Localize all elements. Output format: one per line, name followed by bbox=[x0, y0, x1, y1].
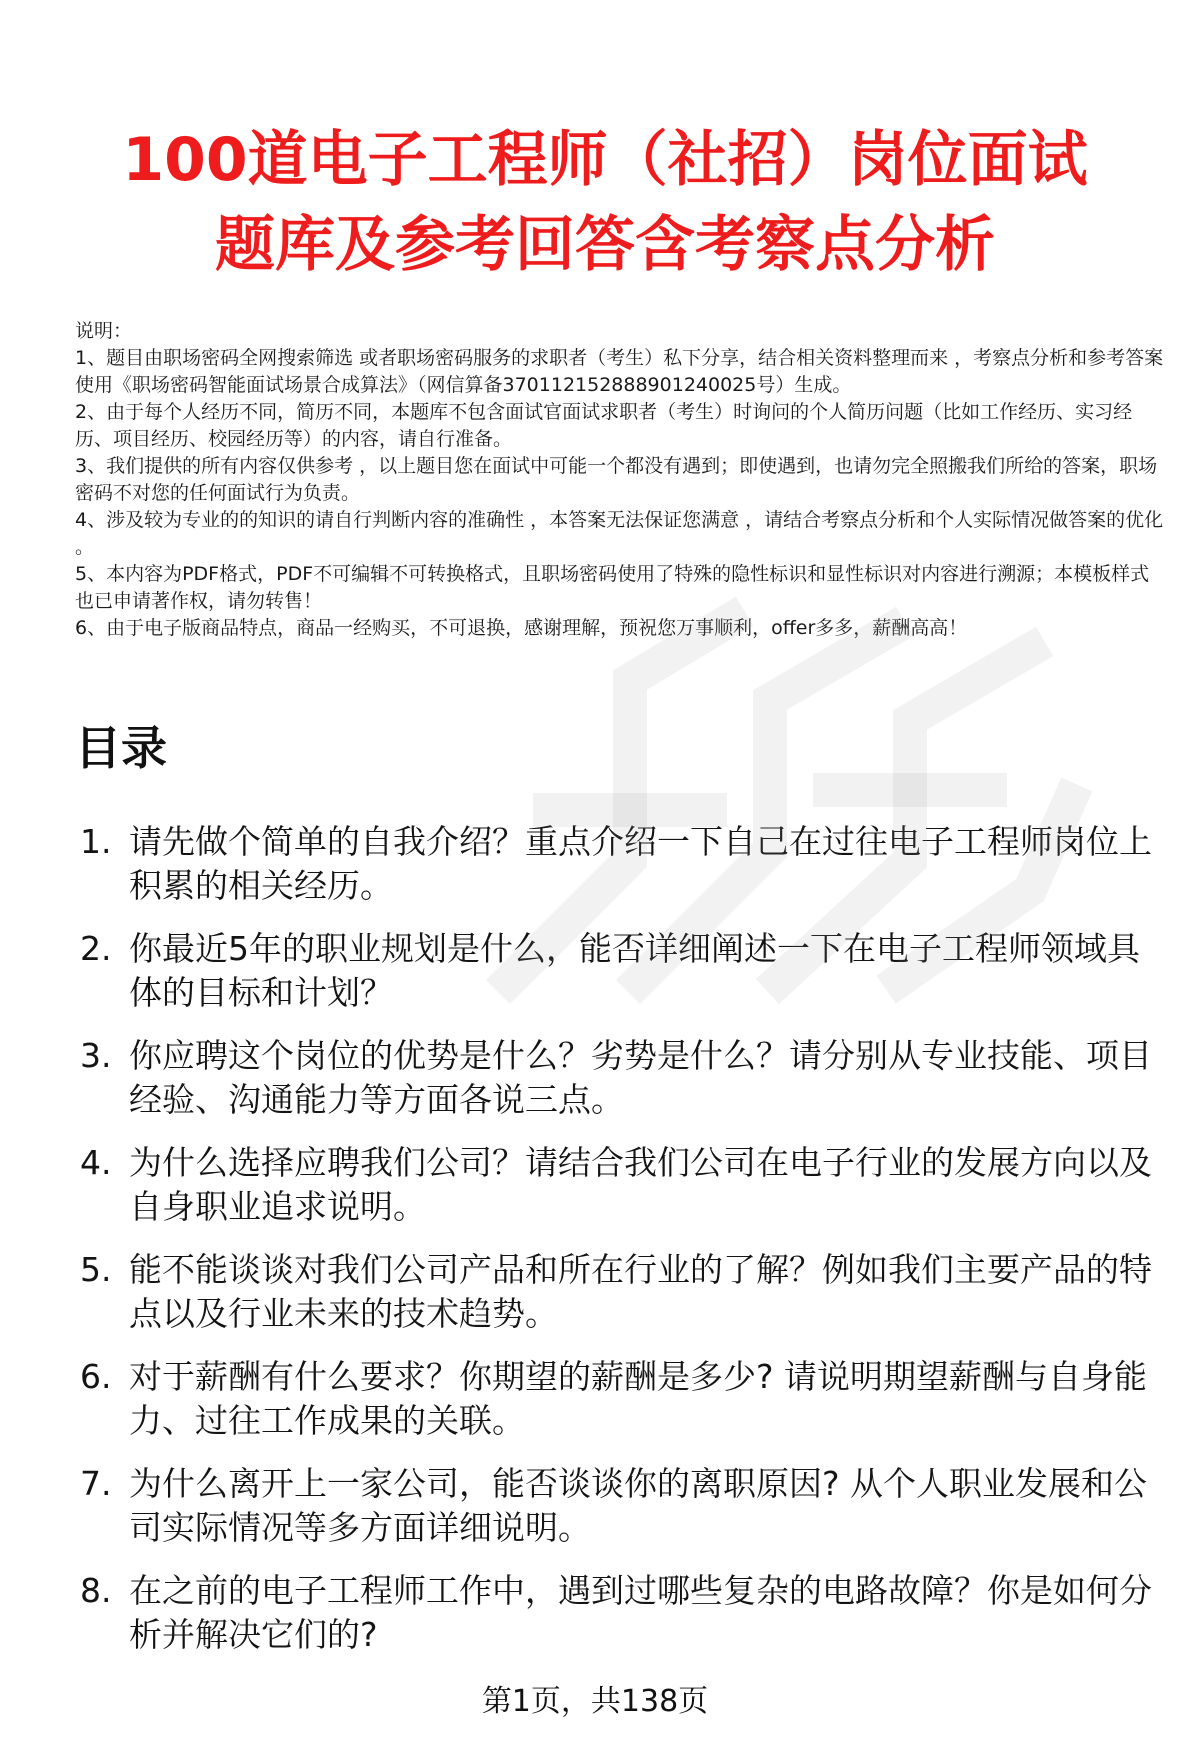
toc-item-text: 请先做个简单的自我介绍？重点介绍一下自己在过往电子工程师岗位上积累的相关经历。 bbox=[129, 822, 1152, 905]
note-item: 2、由于每个人经历不同，简历不同，本题库不包含面试官面试求职者（考生）时询问的个人简历问题（比如工作经历、实习经历、项目经历、校园经历等）的内容，请自行准备。 bbox=[75, 401, 1133, 450]
note-item: 6、由于电子版商品特点，商品一经购买，不可退换，感谢理解，预祝您万事顺利，offer多多，薪酬高高！ bbox=[75, 617, 968, 639]
toc-heading: 目录 bbox=[75, 721, 167, 775]
toc-item[interactable] bbox=[75, 1034, 1165, 1122]
toc-item[interactable] bbox=[75, 927, 1165, 1015]
title-line-2: 题库及参考回答含考察点分析 bbox=[215, 210, 995, 280]
toc-item[interactable] bbox=[75, 1462, 1165, 1550]
toc-item-number: 7. bbox=[80, 1464, 112, 1503]
document-title bbox=[60, 118, 1150, 288]
toc-list bbox=[75, 820, 1165, 1676]
title-line-1: 100道电子工程师（社招）岗位面试 bbox=[122, 125, 1088, 195]
toc-item-text: 为什么离开上一家公司，能否谈谈你的离职原因? 从个人职业发展和公司实际情况等多方面详细说明。 bbox=[129, 1464, 1148, 1547]
toc-item[interactable] bbox=[75, 1355, 1165, 1443]
toc-item-text: 能不能谈谈对我们公司产品和所在行业的了解？例如我们主要产品的特点以及行业未来的技术趋势。 bbox=[129, 1250, 1152, 1333]
toc-item-number: 1. bbox=[80, 822, 112, 861]
toc-item-text: 你最近5年的职业规划是什么，能否详细阐述一下在电子工程师领域具体的目标和计划？ bbox=[129, 929, 1140, 1012]
page-number: 第1页，共138页 bbox=[481, 1684, 709, 1719]
toc-item-number: 4. bbox=[80, 1143, 112, 1182]
notes-section bbox=[75, 318, 1165, 642]
toc-item-text: 对于薪酬有什么要求？你期望的薪酬是多少? 请说明期望薪酬与自身能力、过往工作成果的关联。 bbox=[129, 1357, 1148, 1440]
note-item: 5、本内容为PDF格式，PDF不可编辑不可转换格式，且职场密码使用了特殊的隐性标识和显性标识对内容进行溯源；本模板样式也已申请著作权，请勿转售！ bbox=[75, 563, 1150, 612]
toc-item-text: 为什么选择应聘我们公司？请结合我们公司在电子行业的发展方向以及自身职业追求说明。 bbox=[129, 1143, 1152, 1226]
toc-item[interactable] bbox=[75, 1248, 1165, 1336]
toc-item-number: 6. bbox=[80, 1357, 112, 1396]
toc-item-number: 5. bbox=[80, 1250, 112, 1289]
toc-item-text: 在之前的电子工程师工作中，遇到过哪些复杂的电路故障？你是如何分析并解决它们的? bbox=[129, 1571, 1152, 1654]
toc-item-number: 8. bbox=[80, 1571, 112, 1610]
note-item: 3、我们提供的所有内容仅供参考 ，以上题目您在面试中可能一个都没有遇到；即使遇到，也请勿完全照搬我们所给的答案，职场密码不对您的任何面试行为负责。 bbox=[75, 455, 1158, 504]
toc-item-number: 2. bbox=[80, 929, 112, 968]
toc-item-number: 3. bbox=[80, 1036, 112, 1075]
toc-item[interactable] bbox=[75, 1141, 1165, 1229]
notes-heading: 说明： bbox=[75, 320, 133, 342]
toc-item[interactable] bbox=[75, 820, 1165, 908]
note-item: 4、涉及较为专业的的知识的请自行判断内容的准确性 ，本答案无法保证您满意 ，请结合考察点分析和个人实际情况做答案的优化 。 bbox=[75, 509, 1164, 558]
toc-item-text: 你应聘这个岗位的优势是什么？劣势是什么？请分别从专业技能、项目经验、沟通能力等方面各说三点。 bbox=[129, 1036, 1152, 1119]
note-item: 1、题目由职场密码全网搜索筛选 或者职场密码服务的求职者（考生）私下分享，结合相关资料整理而来 ，考察点分析和参考答案使用《职场密码智能面试场景合成算法》（网信算备370112152888901240025号）生成。 bbox=[75, 347, 1164, 396]
toc-item[interactable] bbox=[75, 1569, 1165, 1657]
